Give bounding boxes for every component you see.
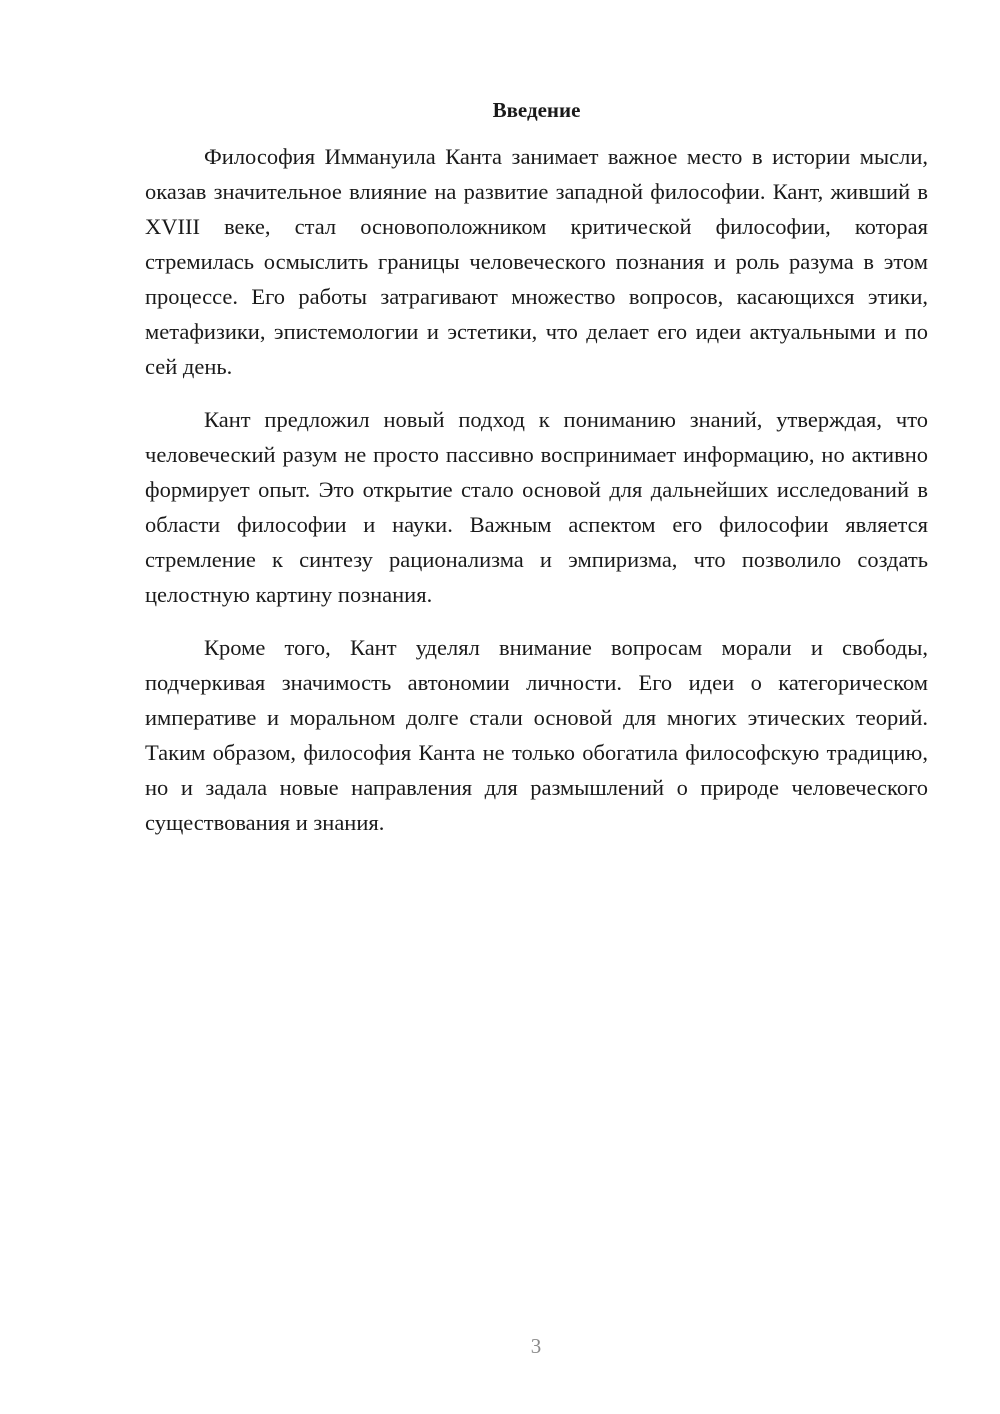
paragraph-3: Кроме того, Кант уделял внимание вопросам морали и свободы, подчеркивая значимость автономии личности. Его идеи о категорическом императиве и моральном долге стали основой для многих этических теорий. Таким образом, философия Канта не только обогатила философскую традицию, но и задала новые направления для размышлений о природе человеческого существования и знания. xyxy=(145,635,928,835)
paragraph-1: Философия Иммануила Канта занимает важное место в истории мысли, оказав значительное влияние на развитие западной философии. Кант, живший в XVIII веке, стал основоположником критической философии, которая стремилась осмыслить границы человеческого познания и роль разума в этом процессе. Его работы затрагивают множество вопросов, касающихся этики, метафизики, эпистемологии и эстетики, что делает его идеи актуальными и по сей день. xyxy=(145,144,928,379)
page-content xyxy=(145,95,928,858)
page-number: 3 xyxy=(530,1334,542,1358)
section-heading: Введение xyxy=(492,98,581,122)
paragraph-2: Кант предложил новый подход к пониманию знаний, утверждая, что человеческий разум не просто пассивно воспринимает информацию, но активно формирует опыт. Это открытие стало основой для дальнейших исследований в области философии и науки. Важным аспектом его философии является стремление к синтезу рационализма и эмпиризма, что позволило создать целостную картину познания. xyxy=(145,407,928,607)
